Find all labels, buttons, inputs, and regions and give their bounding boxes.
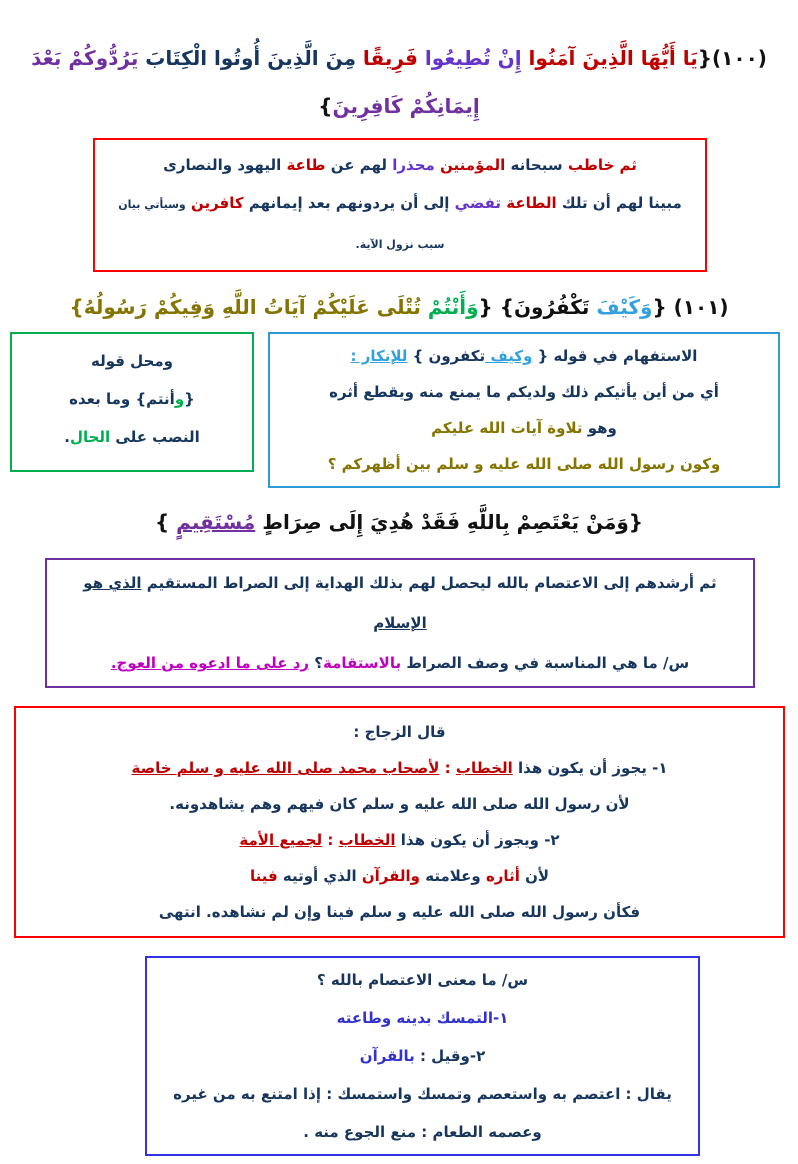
text-run: تُتْلَى عَلَيْكُمْ آيَاتُ اللَّهِ وَفِيكُمْ رَسُولُهُ} (69, 295, 421, 319)
text-run: مِنَ الَّذِينَ أُوتُوا الْكِتَابَ (138, 46, 356, 70)
verse-100 (0, 34, 798, 130)
grammar-line-1 (18, 342, 246, 380)
text-run: لأن رسول الله صلى الله عليه و سلم كان فيهم وهم يشاهدونه. (169, 795, 630, 813)
text-run: ثم أرشدهم إلى الاعتصام بالله ليحصل لهم بذلك الهداية إلى الصراط المستقيم (141, 574, 717, 592)
commentary-line-2 (105, 184, 695, 264)
text-run: طاعة (281, 156, 326, 174)
zajjaj-line-3 (26, 786, 773, 822)
text-run: الذي أوتيه (277, 867, 357, 885)
text-run: لأصحاب محمد صلى الله عليه و سلم خاصة (131, 759, 440, 777)
text-run: يَا أَيُّهَا الَّذِينَ آمَنُوا (521, 46, 698, 70)
text-run: . (64, 428, 70, 446)
istifham-line-2 (278, 374, 770, 410)
text-run: النصب على (110, 428, 200, 446)
text-run: فَرِيقًا (355, 46, 418, 70)
zajjaj-quote-box (14, 706, 785, 938)
text-run: لهم عن (325, 156, 388, 174)
text-run: { (184, 390, 195, 408)
text-run: تلاوة آيات الله عليكم (431, 419, 583, 437)
text-run: أثاره (480, 867, 520, 885)
text-run: ١-التمسك بدينه وطاعته (336, 1009, 509, 1027)
text-run: الذي هو الإسلام (83, 574, 427, 632)
grammar-line-2 (18, 380, 246, 418)
verse-100-line-1 (0, 34, 798, 82)
text-run: بالقرآن (359, 1047, 415, 1065)
text-run: الخطاب (338, 831, 396, 849)
text-run: مُسْتَقِيمٍ (176, 510, 256, 534)
text-run: وكيف (485, 347, 533, 365)
text-run: الخطاب (455, 759, 513, 777)
text-run: لجميع الأمة (239, 831, 323, 849)
text-run: س/ ما معنى الاعتصام بالله ؟ (316, 971, 529, 989)
grammar-note-box (10, 332, 254, 472)
text-run: : (322, 831, 339, 849)
text-run: مبينا لهم أن تلك (556, 194, 682, 212)
text-run: وَكَيْفَ (589, 295, 653, 319)
guidance-line-2 (55, 643, 745, 683)
grammar-line-3 (18, 418, 246, 456)
text-run: ٢- ويجوز أن يكون هذا (395, 831, 560, 849)
itisam-meaning-box (145, 956, 700, 1156)
itisam-line-2 (155, 999, 690, 1037)
text-run: إِنْ تُطِيعُوا (417, 46, 522, 70)
text-run: ومحل قوله (91, 352, 173, 370)
text-run: يقال : اعتصم به واستعصم وتمسك واستمسك : إذا امتنع به من غيره (173, 1085, 672, 1103)
text-run: ؟ (309, 654, 323, 672)
text-run: (١٠٠){ (697, 46, 767, 70)
verse-itisam-line (0, 498, 798, 546)
text-run: ٢-وقيل : (414, 1047, 486, 1065)
istifham-line-1 (278, 338, 770, 374)
zajjaj-line-1 (26, 714, 773, 750)
text-run: ١- يجوز أن يكون هذا (512, 759, 668, 777)
text-run: : (439, 759, 456, 777)
text-run: محذرا (387, 156, 435, 174)
text-run: الاستفهام في قوله { (532, 347, 698, 365)
text-run: وسيأتي بيان سبب نزول الآية. (118, 198, 445, 251)
text-run: تَكْفُرُونَ} { (478, 295, 590, 319)
text-run: } (154, 510, 177, 534)
text-run: {وَمَنْ يَعْتَصِمْ بِاللَّهِ فَقَدْ هُدِيَ إِلَى صِرَاطٍ (255, 510, 644, 534)
text-run: فكأن رسول الله صلى الله عليه و سلم فينا وإن لم نشاهده. انتهى (158, 903, 641, 921)
text-run: يَرُدُّوكُمْ بَعْدَ (31, 46, 139, 70)
guidance-line-1 (55, 563, 745, 643)
text-run: رد على ما ادعوه من العوج. (110, 654, 310, 672)
text-run: كافرين (185, 194, 244, 212)
text-run: فينا (249, 867, 278, 885)
text-run: وَأَنْتُمْ (420, 295, 479, 319)
text-run: الطاعة (501, 194, 557, 212)
text-run: و (174, 390, 185, 408)
istifham-note-box (268, 332, 780, 488)
verse-itisam (0, 498, 798, 546)
text-run: } (318, 94, 333, 118)
text-run: المؤمنين (434, 156, 506, 174)
commentary-line-1 (105, 146, 695, 184)
zajjaj-line-5 (26, 858, 773, 894)
zajjaj-line-6 (26, 894, 773, 930)
text-run: س/ ما هي المناسبة في وصف الصراط (401, 654, 690, 672)
text-run: أي من أين يأتيكم ذلك ولديكم ما يمنع منه ويقطع أثره (329, 383, 719, 401)
guidance-note-box (45, 558, 755, 688)
text-run: والقرآن (356, 867, 421, 885)
zajjaj-line-4 (26, 822, 773, 858)
itisam-line-5 (155, 1113, 690, 1151)
text-run: قال الزجاج : (353, 723, 446, 741)
text-run: أنتم} وما بعده (69, 390, 175, 408)
text-run: لأن (519, 867, 550, 885)
verse-100-line-2 (0, 82, 798, 130)
itisam-line-3 (155, 1037, 690, 1075)
verse-101 (0, 284, 798, 330)
istifham-line-4 (278, 446, 770, 482)
text-run: ثم خاطب (562, 156, 637, 174)
text-run: وكون رسول الله صلى الله عليه و سلم بين أظهركم ؟ (327, 455, 721, 473)
text-run: بالاستقامة (322, 654, 402, 672)
text-run: إلى أن يردونهم بعد إيمانهم (243, 194, 450, 212)
text-run: (١٠١) { (652, 295, 729, 319)
text-run: الحال (69, 428, 111, 446)
text-run: اليهود والنصارى (163, 156, 282, 174)
itisam-line-4 (155, 1075, 690, 1113)
zajjaj-line-2 (26, 750, 773, 786)
text-run: وهو (582, 419, 617, 437)
itisam-line-1 (155, 961, 690, 999)
text-run: وعصمه الطعام : منع الجوع منه . (303, 1123, 542, 1141)
text-run: تكفرون } (407, 347, 486, 365)
text-run: وعلامته (420, 867, 481, 885)
text-run: للإنكار : (350, 347, 408, 365)
commentary-note-box (93, 138, 707, 272)
text-run: إِيمَانِكُمْ كَافِرِينَ (332, 94, 480, 118)
text-run: تفضي (449, 194, 502, 212)
text-run: سبحانه (505, 156, 563, 174)
istifham-line-3 (278, 410, 770, 446)
verse-101-line (0, 284, 798, 330)
notes-row (10, 332, 780, 488)
